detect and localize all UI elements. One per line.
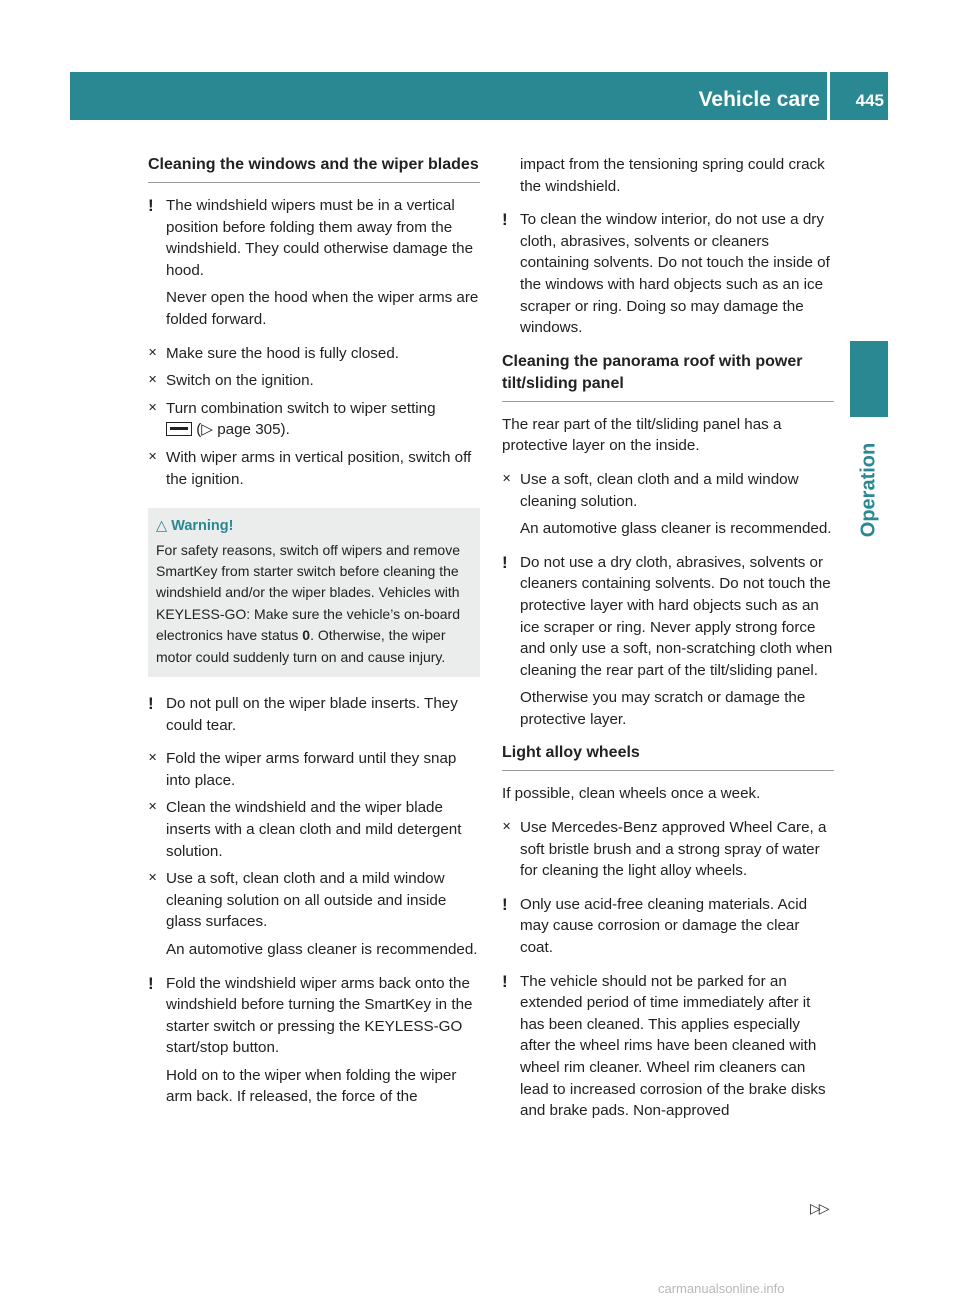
page-reference: (▷ page 305).: [196, 421, 290, 439]
step-text: Turn combination switch to wiper setting: [166, 399, 436, 417]
exclamation-icon: !: [148, 973, 154, 993]
note-acid-free: [502, 894, 834, 959]
step-arrow-icon: ✕: [148, 374, 158, 387]
step-item: [502, 469, 834, 540]
step-text: Fold the wiper arms forward until they snap into place.: [166, 750, 457, 789]
exclamation-icon: !: [502, 210, 508, 230]
side-tab-block: [850, 341, 888, 417]
note-text: Fold the windshield wiper arms back onto the windshield before turning the SmartKey in the starter switch or pressing the KEYLESS-GO start/stop button.: [166, 974, 473, 1057]
note-wiper-position: [148, 195, 480, 331]
heading-alloy-wheels: Light alloy wheels: [502, 742, 834, 771]
step-subtext: An automotive glass cleaner is recommended.: [520, 520, 832, 538]
note-fold-back: [148, 973, 480, 1109]
step-text: Use Mercedes-Benz approved Wheel Care, a soft bristle brush and a strong spray of water for cleaning the light alloy wheels.: [520, 819, 827, 880]
exclamation-icon: !: [502, 552, 508, 572]
note-text: To clean the window interior, do not use a dry cloth, abrasives, solvents or cleaners containing solvents. Do not touch the inside of the windows with hard objects such as an ice scraper or ring. Doing so may damage the windows.: [520, 211, 830, 337]
step-text: Use a soft, clean cloth and a mild window cleaning solution.: [520, 470, 799, 510]
step-item: [148, 868, 480, 960]
step-item: [148, 797, 480, 862]
note-text: The vehicle should not be parked for an extended period of time immediately after it has been cleaned. This applies especially after the wheel rims have been cleaned with wheel rim cleaner. Wheel rim cleaners can lead to increased corrosion of the brake disks and brake pads. Non-approved: [520, 972, 826, 1120]
step-item: [148, 748, 480, 791]
step-text: Make sure the hood is fully closed.: [166, 344, 399, 362]
warning-status: 0: [302, 627, 311, 644]
note-text: Do not use a dry cloth, abrasives, solvents or cleaners containing solvents. Do not touch the protective layer with hard objects such as an ice scraper or ring. Never apply strong force and only use a soft, non-scratching cloth when cleaning the rear part of the tilt/sliding panel.: [520, 553, 833, 679]
note-text: Otherwise you may scratch or damage the protective layer.: [520, 689, 806, 728]
exclamation-icon: !: [148, 196, 154, 215]
note-text: Do not pull on the wiper blade inserts. They could tear.: [166, 694, 458, 734]
paragraph: The rear part of the tilt/sliding panel has a protective layer on the inside.: [502, 415, 782, 455]
warning-text: [156, 540, 472, 668]
note-text: The windshield wipers must be in a vertical position before folding them away from the windshield. They could otherwise damage the hood.: [166, 197, 474, 279]
step-subtext: An automotive glass cleaner is recommended.: [166, 940, 478, 958]
header-bar: [70, 72, 888, 120]
side-tab: [852, 420, 886, 560]
wiper-setting-icon: [166, 422, 192, 436]
header-divider: [827, 72, 830, 120]
step-arrow-icon: ✕: [148, 752, 158, 765]
step-item: [148, 398, 480, 441]
note-text: Only use acid-free cleaning materials. Acid may cause corrosion or damage the clear coat.: [520, 895, 808, 957]
section-title: Vehicle care: [698, 88, 820, 111]
page-number: 445: [855, 91, 884, 110]
note-window-interior: [502, 209, 834, 339]
step-arrow-icon: ✕: [148, 801, 158, 814]
left-column: [148, 154, 480, 1120]
note-text: Hold on to the wiper when folding the wiper arm back. If released, the force of the: [166, 1066, 457, 1106]
step-text: With wiper arms in vertical position, switch off the ignition.: [166, 448, 472, 488]
exclamation-icon: !: [502, 894, 508, 914]
warning-text-part: For safety reasons, switch off wipers and remove SmartKey from starter switch before cleaning the windshield and/or the wiper blades. Vehicles with KEYLESS-GO: Make sure the vehicle’s on-board electronics have status: [156, 541, 461, 644]
warning-title-text: Warning!: [171, 518, 234, 535]
step-item: [148, 447, 480, 490]
right-column: [502, 154, 834, 1134]
step-text: Switch on the ignition.: [166, 372, 314, 390]
step-text: Clean the windshield and the wiper blade inserts with a clean cloth and mild detergent solution.: [166, 799, 462, 860]
warning-text-part: . Otherwise, the wiper motor could suddenly turn on and cause injury.: [156, 627, 446, 665]
exclamation-icon: !: [148, 693, 154, 713]
warning-box: [148, 508, 480, 677]
step-arrow-icon: ✕: [148, 450, 158, 463]
continued-text: impact from the tensioning spring could crack the windshield.: [520, 156, 825, 195]
watermark: carmanualsonline.info: [658, 1281, 785, 1296]
note-blade-inserts: [148, 693, 480, 736]
warning-triangle-icon: △: [156, 518, 168, 535]
step-arrow-icon: ✕: [148, 872, 158, 885]
side-tab-label: Operation: [857, 442, 880, 538]
step-arrow-icon: ✕: [148, 401, 158, 414]
step-text: Use a soft, clean cloth and a mild window cleaning solution on all outside and inside glass surfaces.: [166, 870, 447, 931]
note-text: Never open the hood when the wiper arms are folded forward.: [166, 289, 479, 328]
continue-arrows-icon: ▷▷: [810, 1200, 828, 1216]
step-arrow-icon: ✕: [502, 821, 512, 834]
note-parking: [502, 971, 834, 1122]
step-item: [502, 817, 834, 882]
paragraph: If possible, clean wheels once a week.: [502, 785, 761, 803]
note-protective-layer: [502, 552, 834, 731]
heading-panorama-roof: Cleaning the panorama roof with power tilt/sliding panel: [502, 351, 834, 402]
step-item: [148, 343, 480, 365]
exclamation-icon: !: [502, 971, 508, 991]
step-item: [148, 370, 480, 392]
warning-title: [156, 516, 472, 537]
heading-windows: Cleaning the windows and the wiper blades: [148, 154, 480, 183]
step-arrow-icon: ✕: [502, 472, 512, 485]
step-arrow-icon: ✕: [148, 346, 158, 359]
